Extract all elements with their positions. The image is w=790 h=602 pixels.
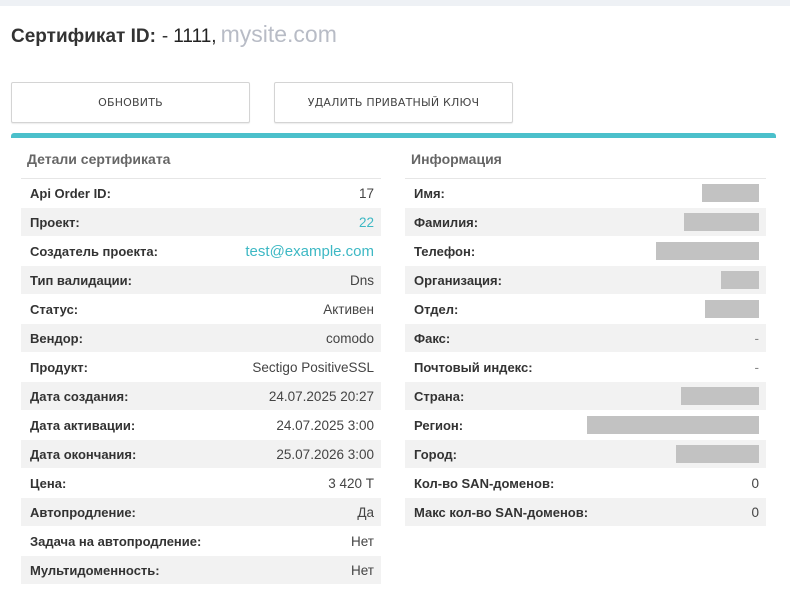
- detail-row-created-date: [21, 382, 381, 411]
- info-row-city: [405, 440, 766, 469]
- accent-bar: [11, 133, 776, 138]
- redacted-value: [721, 271, 759, 289]
- redacted-value: [684, 213, 759, 231]
- info-label: Кол-во SAN-доменов:: [414, 475, 555, 491]
- info-row-max-san-count: [405, 498, 766, 527]
- info-label: Регион:: [414, 417, 464, 433]
- detail-label: Мультидоменность:: [30, 562, 160, 578]
- info-row-region: [405, 411, 766, 440]
- detail-row-vendor: [21, 324, 381, 353]
- redacted-value: [676, 445, 759, 463]
- info-row-postal-code: [405, 353, 766, 382]
- details-list: [21, 179, 381, 585]
- detail-row-activation-date: [21, 411, 381, 440]
- detail-row-validation-type: [21, 266, 381, 295]
- detail-row-autorenewal: [21, 498, 381, 527]
- info-label: Почтовый индекс:: [414, 359, 533, 375]
- info-value: -: [754, 330, 759, 346]
- detail-row-autorenewal-task: [21, 527, 381, 556]
- detail-row-status: [21, 295, 381, 324]
- detail-label: Вендор:: [30, 330, 83, 346]
- detail-value: Да: [357, 504, 374, 520]
- top-strip: [0, 0, 790, 6]
- detail-row-price: [21, 469, 381, 498]
- details-title: Детали сертификата: [21, 140, 381, 179]
- detail-value: Нет: [351, 562, 374, 578]
- info-row-phone: [405, 237, 766, 266]
- detail-value: 25.07.2026 3:00: [276, 446, 374, 462]
- info-row-first-name: [405, 179, 766, 208]
- certificate-domain: mysite.com: [220, 21, 337, 47]
- detail-value: Активен: [323, 301, 374, 317]
- detail-label: Дата создания:: [30, 388, 129, 404]
- info-label: Страна:: [414, 388, 465, 404]
- detail-label: Проект:: [30, 214, 80, 230]
- information-panel: [405, 140, 766, 527]
- page-title: [11, 21, 337, 51]
- detail-row-expiry-date: [21, 440, 381, 469]
- detail-value: 24.07.2025 20:27: [268, 388, 374, 404]
- certificate-id: 1111: [173, 26, 212, 47]
- info-label: Город:: [414, 446, 457, 462]
- title-separator: -: [161, 26, 169, 47]
- info-list: [405, 179, 766, 527]
- info-row-organization: [405, 266, 766, 295]
- detail-label: Автопродление:: [30, 504, 136, 520]
- title-comma: ,: [211, 26, 217, 47]
- detail-row-product: [21, 353, 381, 382]
- info-label: Телефон:: [414, 243, 476, 259]
- info-label: Организация:: [414, 272, 502, 288]
- detail-label: Дата активации:: [30, 417, 136, 433]
- info-label: Фамилия:: [414, 214, 479, 230]
- detail-label: Цена:: [30, 475, 67, 491]
- detail-value: Sectigo PositiveSSL: [252, 359, 374, 375]
- info-row-san-count: [405, 469, 766, 498]
- detail-label: Дата окончания:: [30, 446, 137, 462]
- redacted-value: [705, 300, 759, 318]
- detail-label: Создатель проекта:: [30, 243, 158, 259]
- detail-value: 3 420 Т: [328, 475, 374, 491]
- certificate-details-panel: [21, 140, 381, 585]
- refresh-button[interactable]: ОБНОВИТЬ: [11, 82, 250, 123]
- redacted-value: [702, 184, 759, 202]
- redacted-value: [681, 387, 759, 405]
- info-title: Информация: [405, 140, 766, 179]
- info-row-fax: [405, 324, 766, 353]
- detail-value: 24.07.2025 3:00: [276, 417, 374, 433]
- info-label: Имя:: [414, 185, 445, 201]
- info-value: 0: [751, 504, 759, 520]
- info-value: -: [754, 359, 759, 375]
- detail-row-api-order-id: [21, 179, 381, 208]
- detail-value: 17: [358, 185, 374, 201]
- info-value: 0: [751, 475, 759, 491]
- project-link[interactable]: 22: [358, 214, 374, 230]
- info-row-country: [405, 382, 766, 411]
- detail-label: Задача на автопродление:: [30, 533, 202, 549]
- project-creator-link[interactable]: test@example.com: [245, 242, 374, 260]
- detail-label: Api Order ID:: [30, 185, 111, 201]
- info-label: Отдел:: [414, 301, 459, 317]
- info-row-last-name: [405, 208, 766, 237]
- detail-value: comodo: [325, 330, 374, 346]
- title-label: Сертификат ID:: [11, 26, 156, 47]
- detail-value: Нет: [351, 533, 374, 549]
- detail-label: Статус:: [30, 301, 79, 317]
- detail-label: Тип валидации:: [30, 272, 132, 288]
- redacted-value: [587, 416, 759, 434]
- info-label: Факс:: [414, 330, 451, 346]
- info-label: Макс кол-во SAN-доменов:: [414, 504, 589, 520]
- info-row-department: [405, 295, 766, 324]
- detail-row-multidomain: [21, 556, 381, 585]
- detail-row-project-creator: [21, 237, 381, 266]
- detail-row-project: [21, 208, 381, 237]
- delete-private-key-button[interactable]: УДАЛИТЬ ПРИВАТНЫЙ КЛЮЧ: [274, 82, 513, 123]
- detail-label: Продукт:: [30, 359, 88, 375]
- redacted-value: [656, 242, 759, 260]
- detail-value: Dns: [349, 272, 374, 288]
